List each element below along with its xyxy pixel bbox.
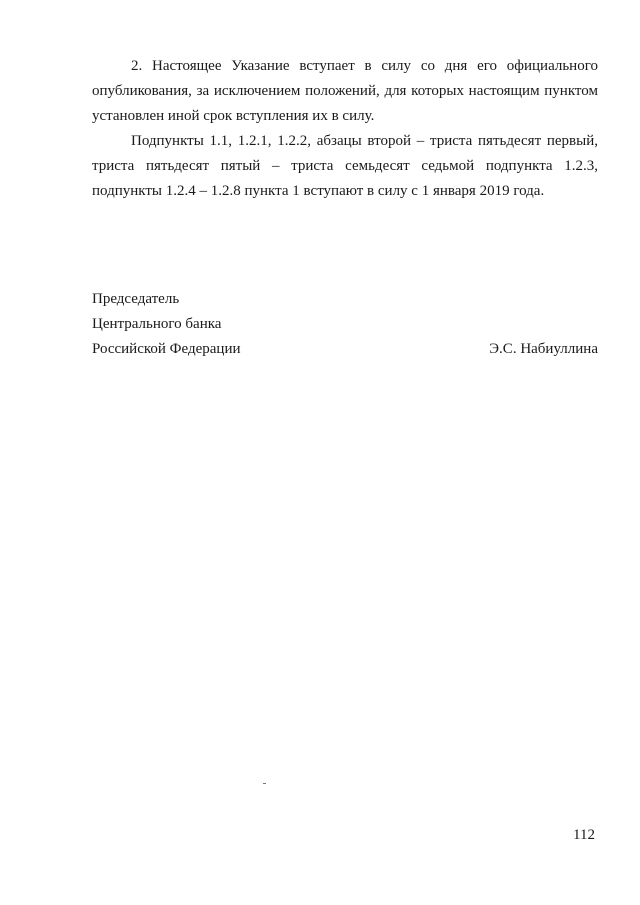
signatory-title-line-1: Председатель — [92, 291, 180, 307]
page-number: 112 — [573, 827, 595, 843]
signatory-title-line-3: Российской Федерации — [92, 341, 241, 357]
signatory-title-line-2: Центрального банка — [92, 316, 222, 332]
paragraph-subclauses-effective: Подпункты 1.1, 1.2.1, 1.2.2, абзацы второй – триста пятьдесят первый, триста пятьдесят пятый – триста семьдесят седьмой подпункта 1.2.3, подпункты 1.2.4 – 1.2.8 пункта 1 вступают в силу с 1 января 2019 года. — [92, 133, 598, 199]
paragraph-effective-date: 2. Настоящее Указание вступает в силу со дня его официального опубликования, за исключением положений, для которых настоящим пунктом установлен иной срок вступления их в силу. — [92, 58, 598, 124]
signature-row — [92, 337, 598, 362]
signature-block — [92, 287, 598, 362]
scan-speck — [263, 783, 266, 784]
signatory-name: Э.С. Набиуллина — [489, 341, 598, 357]
